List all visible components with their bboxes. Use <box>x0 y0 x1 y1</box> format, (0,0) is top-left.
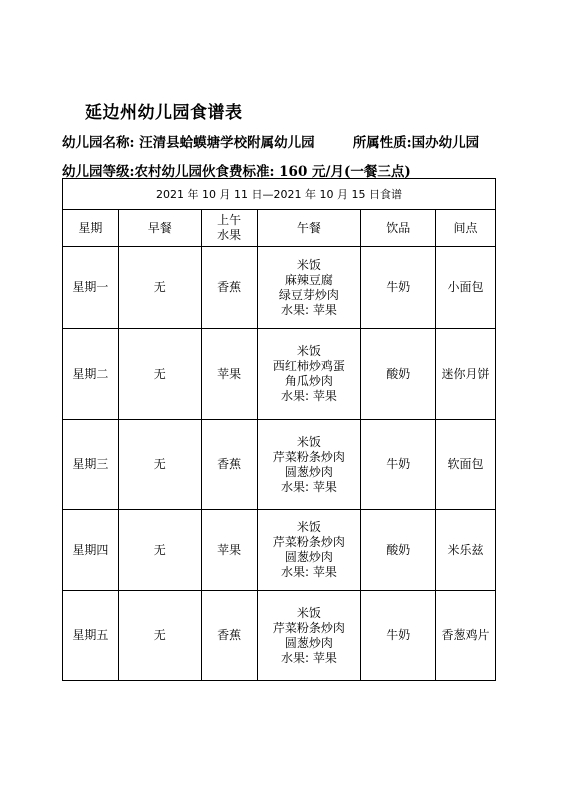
table-row <box>63 247 496 329</box>
lunch-item: 角瓜炒肉 <box>284 374 333 388</box>
table-row <box>63 510 496 591</box>
kindergarten-nature: 所属性质:国办幼儿园 <box>352 135 480 151</box>
day-cell: 星期五 <box>63 591 119 681</box>
header-snack: 间点 <box>436 210 496 247</box>
lunch-item: 米饭 <box>296 605 321 620</box>
snack-cell: 香葱鸡片 <box>436 591 496 681</box>
lunch-cell <box>257 247 361 329</box>
kindergarten-grade-fee: 幼儿园等级:农村幼儿园伙食费标准: 160 元/月(一餐三点) <box>62 164 411 180</box>
table-row <box>63 591 496 681</box>
breakfast-cell: 无 <box>118 329 201 420</box>
lunch-item: 麻辣豆腐 <box>284 272 333 287</box>
lunch-cell <box>257 329 361 420</box>
lunch-item: 米饭 <box>296 520 321 534</box>
kindergarten-info-line <box>62 131 479 151</box>
snack-cell: 小面包 <box>436 247 496 329</box>
fruit-cell: 香蕉 <box>201 420 257 510</box>
header-morning-fruit-line1: 上午 <box>217 213 242 227</box>
kindergarten-name: 幼儿园名称: 汪清县蛤蟆塘学校附属幼儿园 <box>62 135 315 151</box>
day-cell: 星期一 <box>63 247 119 329</box>
lunch-item: 芹菜粉条炒肉 <box>272 535 345 549</box>
lunch-item: 圆葱炒肉 <box>284 635 333 650</box>
breakfast-cell: 无 <box>118 510 201 591</box>
table-row <box>63 329 496 420</box>
lunch-item: 芹菜粉条炒肉 <box>272 620 345 635</box>
lunch-item: 圆葱炒肉 <box>284 550 333 564</box>
menu-table <box>62 178 496 681</box>
lunch-item: 绿豆芽炒肉 <box>278 287 339 302</box>
lunch-item: 米饭 <box>296 344 321 358</box>
fruit-cell: 香蕉 <box>201 247 257 329</box>
lunch-item: 水果: 苹果 <box>280 565 337 579</box>
day-cell: 星期二 <box>63 329 119 420</box>
lunch-item: 西红柿炒鸡蛋 <box>272 359 345 373</box>
page-title: 延边州幼儿园食谱表 <box>85 103 243 123</box>
fruit-cell: 苹果 <box>201 510 257 591</box>
lunch-item: 米饭 <box>296 434 321 449</box>
lunch-item: 水果: 苹果 <box>280 302 337 317</box>
lunch-item: 水果: 苹果 <box>280 479 337 494</box>
drink-cell: 牛奶 <box>361 591 436 681</box>
lunch-item: 水果: 苹果 <box>280 650 337 665</box>
snack-cell: 米乐兹 <box>436 510 496 591</box>
header-morning-fruit <box>201 210 257 247</box>
drink-cell: 牛奶 <box>361 247 436 329</box>
drink-cell: 酸奶 <box>361 510 436 591</box>
snack-cell: 软面包 <box>436 420 496 510</box>
menu-caption-row <box>63 179 496 210</box>
header-morning-fruit-line2: 水果 <box>217 228 242 242</box>
lunch-item: 芹菜粉条炒肉 <box>272 449 345 464</box>
lunch-cell <box>257 420 361 510</box>
lunch-cell <box>257 591 361 681</box>
day-cell: 星期四 <box>63 510 119 591</box>
day-cell: 星期三 <box>63 420 119 510</box>
lunch-item: 米饭 <box>296 257 321 272</box>
header-row <box>63 210 496 247</box>
fruit-cell: 苹果 <box>201 329 257 420</box>
breakfast-cell: 无 <box>118 247 201 329</box>
lunch-item: 圆葱炒肉 <box>284 464 333 479</box>
header-breakfast: 早餐 <box>118 210 201 247</box>
snack-cell: 迷你月饼 <box>436 329 496 420</box>
header-lunch: 午餐 <box>257 210 361 247</box>
header-day: 星期 <box>63 210 119 247</box>
table-row <box>63 420 496 510</box>
header-drink: 饮品 <box>361 210 436 247</box>
drink-cell: 酸奶 <box>361 329 436 420</box>
drink-cell: 牛奶 <box>361 420 436 510</box>
breakfast-cell: 无 <box>118 591 201 681</box>
menu-caption: 2021 年 10 月 11 日—2021 年 10 月 15 日食谱 <box>63 179 496 210</box>
lunch-cell <box>257 510 361 591</box>
lunch-item: 水果: 苹果 <box>280 389 337 403</box>
breakfast-cell: 无 <box>118 420 201 510</box>
fruit-cell: 香蕉 <box>201 591 257 681</box>
